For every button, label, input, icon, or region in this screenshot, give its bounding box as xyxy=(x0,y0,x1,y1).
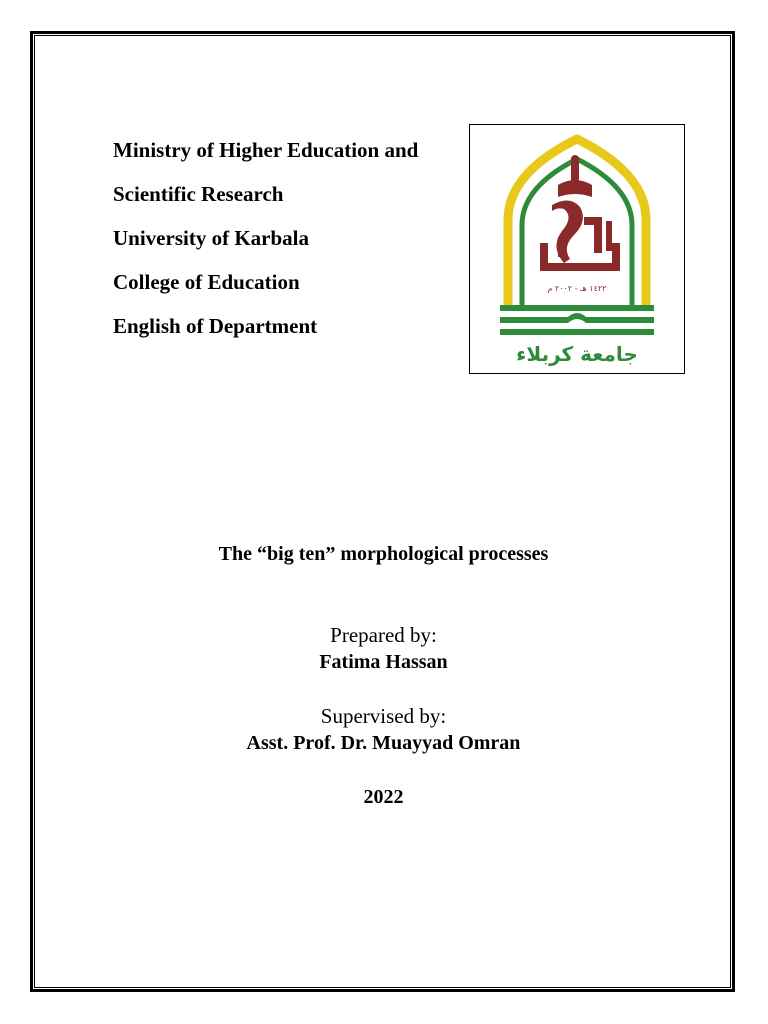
university-logo xyxy=(469,124,685,374)
university-of-karbala-emblem-icon xyxy=(470,125,684,373)
header-line-research: Scientific Research xyxy=(113,182,284,206)
author-name: Fatima Hassan xyxy=(319,651,448,673)
header-line-university: University of Karbala xyxy=(113,226,309,250)
document-title: The “big ten” morphological processes xyxy=(218,543,549,565)
supervisor-name: Asst. Prof. Dr. Muayyad Omran xyxy=(246,732,521,754)
header-line-department: English of Department xyxy=(113,314,318,338)
prepared-by-label: Prepared by: xyxy=(330,623,437,647)
logo-arabic-text: جامعة كربلاء xyxy=(516,342,638,366)
svg-text:١٤٢٢ هـ - ٢٠٠٢ م: ١٤٢٢ هـ - ٢٠٠٢ م xyxy=(547,284,607,293)
supervised-by-label: Supervised by: xyxy=(320,704,447,728)
header-line-college: College of Education xyxy=(113,270,300,294)
header-line-ministry: Ministry of Higher Education and xyxy=(113,138,419,162)
document-year: 2022 xyxy=(363,786,404,808)
institution-header xyxy=(113,128,463,348)
